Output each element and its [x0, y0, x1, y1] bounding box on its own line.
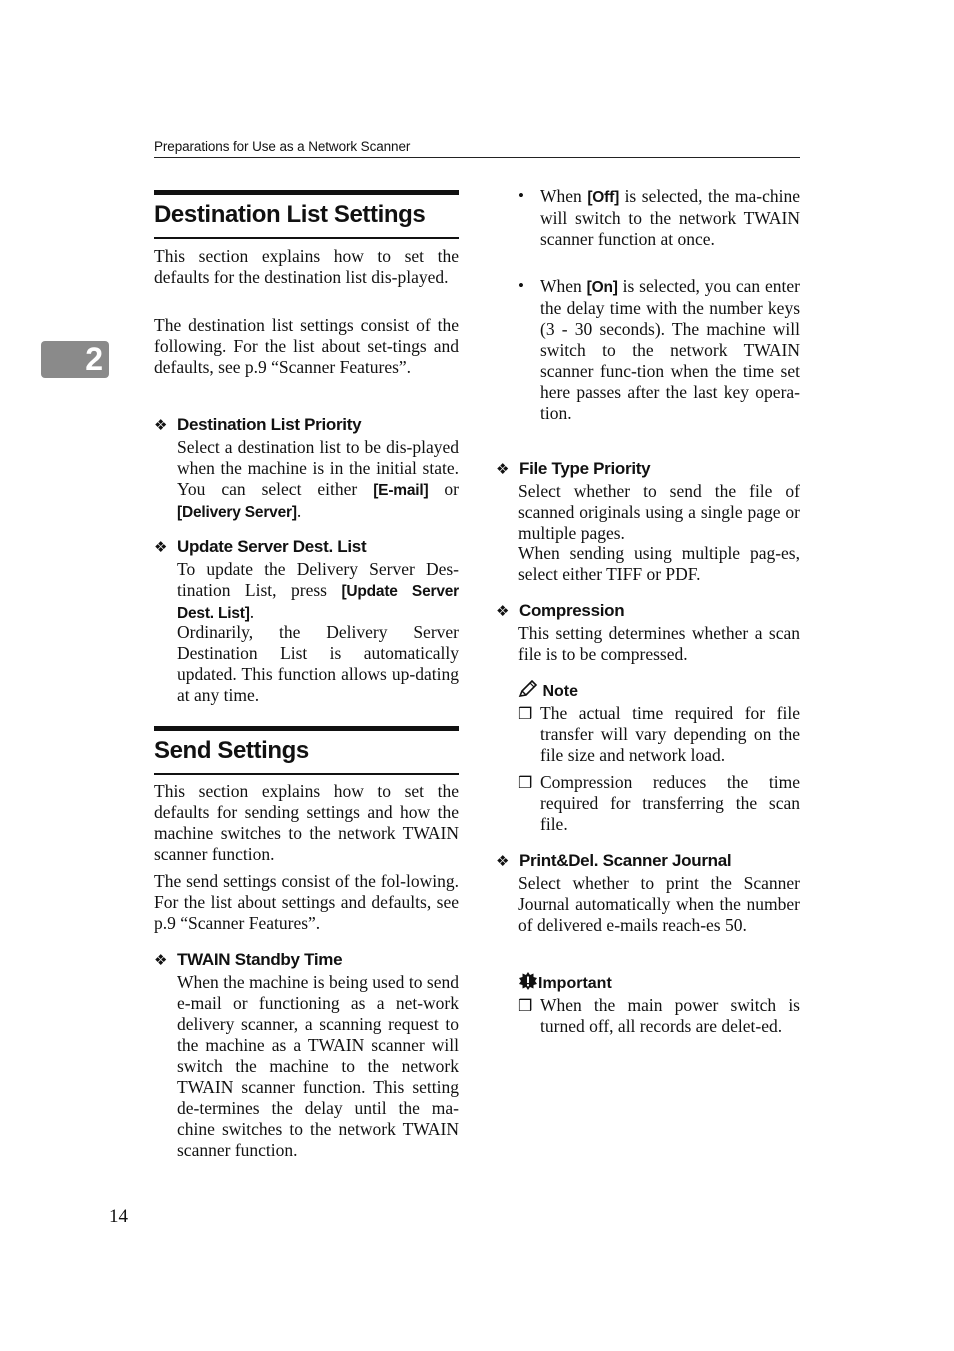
delivery-server-option: [Delivery Server] — [177, 504, 297, 521]
send-intro-paragraph: This section explains how to set the defaults for sending settings and how the machine switches to the network TWAIN scanner function. — [154, 781, 459, 864]
bullet-on-text: When [On] is selected, you can enter the delay time with the number keys (3 - 30 seconds). The machine will switch to the network TWAIN scanner func-tion when the time set here passes after the last key opera-tion. — [540, 276, 800, 423]
checkbox-bullet-icon: ❒ — [518, 706, 533, 723]
checkbox-bullet-icon: ❒ — [518, 998, 533, 1015]
running-header: Preparations for Use as a Network Scanner — [154, 139, 800, 158]
send-settings-paragraph: The send settings consist of the fol-lowing. For the list about settings and defaults, see p.9 “Scanner Features”. — [154, 871, 459, 933]
update-server-text: To update the Delivery Server Des-tination List, press [Update Server Dest. List]. — [177, 559, 459, 622]
important-icon — [518, 971, 538, 991]
note-heading: Note — [518, 680, 578, 701]
on-key: [On] — [586, 279, 618, 296]
compression-heading: ❖ Compression — [496, 601, 625, 620]
diamond-bullet-icon: ❖ — [154, 952, 168, 969]
update-server-dest-list-heading: ❖ Update Server Dest. List — [154, 537, 367, 556]
important-heading: Important — [518, 971, 612, 993]
chapter-tab: 2 — [41, 341, 109, 378]
diamond-bullet-icon: ❖ — [496, 603, 510, 620]
print-del-heading: ❖ Print&Del. Scanner Journal — [496, 851, 732, 870]
off-key: [Off] — [587, 189, 620, 206]
compression-text: This setting determines whether a scan file is to be compressed. — [518, 623, 800, 664]
update-server-note: Ordinarily, the Delivery Server Destination List is automatically updated. This function allows up-dating at any time. — [177, 622, 459, 705]
section-heading-destination-list: Destination List Settings — [154, 190, 459, 239]
email-option: [E-mail] — [373, 482, 429, 499]
diamond-bullet-icon: ❖ — [154, 539, 168, 556]
file-type-text1: Select whether to send the file of scanned originals using a single page or multiple pages. — [518, 481, 800, 543]
page-number: 14 — [109, 1206, 128, 1227]
destination-list-priority-text: Select a destination list to be dis-played when the machine is in the initial state. You can select either [E-mail] or [Delivery Server]. — [177, 437, 460, 521]
bullet-dot: • — [518, 276, 524, 295]
diamond-bullet-icon: ❖ — [154, 417, 168, 434]
bullet-off-text: When [Off] is selected, the ma-chine will switch to the network TWAIN scanner function at once. — [540, 186, 801, 249]
diamond-bullet-icon: ❖ — [496, 853, 510, 870]
pencil-icon — [518, 680, 538, 698]
destination-list-priority-heading: ❖ Destination List Priority — [154, 415, 362, 434]
checkbox-bullet-icon: ❒ — [518, 775, 533, 792]
destination-settings-paragraph: The destination list settings consist of the following. For the list about set-tings and defaults, see p.9 “Scanner Features”. — [154, 315, 459, 377]
update-server-key: [Update Server Dest. List] — [177, 583, 459, 622]
diamond-bullet-icon: ❖ — [496, 461, 510, 478]
print-del-text: Select whether to print the Scanner Journal automatically when the number of delivered e-mails reach-es 50. — [518, 873, 800, 935]
twain-standby-text: When the machine is being used to send e-mail or functioning as a net-work delivery scanner, a scanning request to the machine as a TWAIN scanner will switch the machine to the network TWAIN scanner function. This setting de-termines the delay until the ma-chine switches to the network TWAIN scanner function. — [177, 972, 459, 1160]
bullet-dot: • — [518, 186, 524, 205]
section-heading-send-settings: Send Settings — [154, 726, 459, 775]
file-type-priority-heading: ❖ File Type Priority — [496, 459, 651, 478]
destination-intro-paragraph: This section explains how to set the defaults for the destination list dis-played. — [154, 246, 459, 287]
twain-standby-heading: ❖ TWAIN Standby Time — [154, 950, 343, 969]
file-type-text2: When sending using multiple pag-es, select either TIFF or PDF. — [518, 543, 800, 584]
